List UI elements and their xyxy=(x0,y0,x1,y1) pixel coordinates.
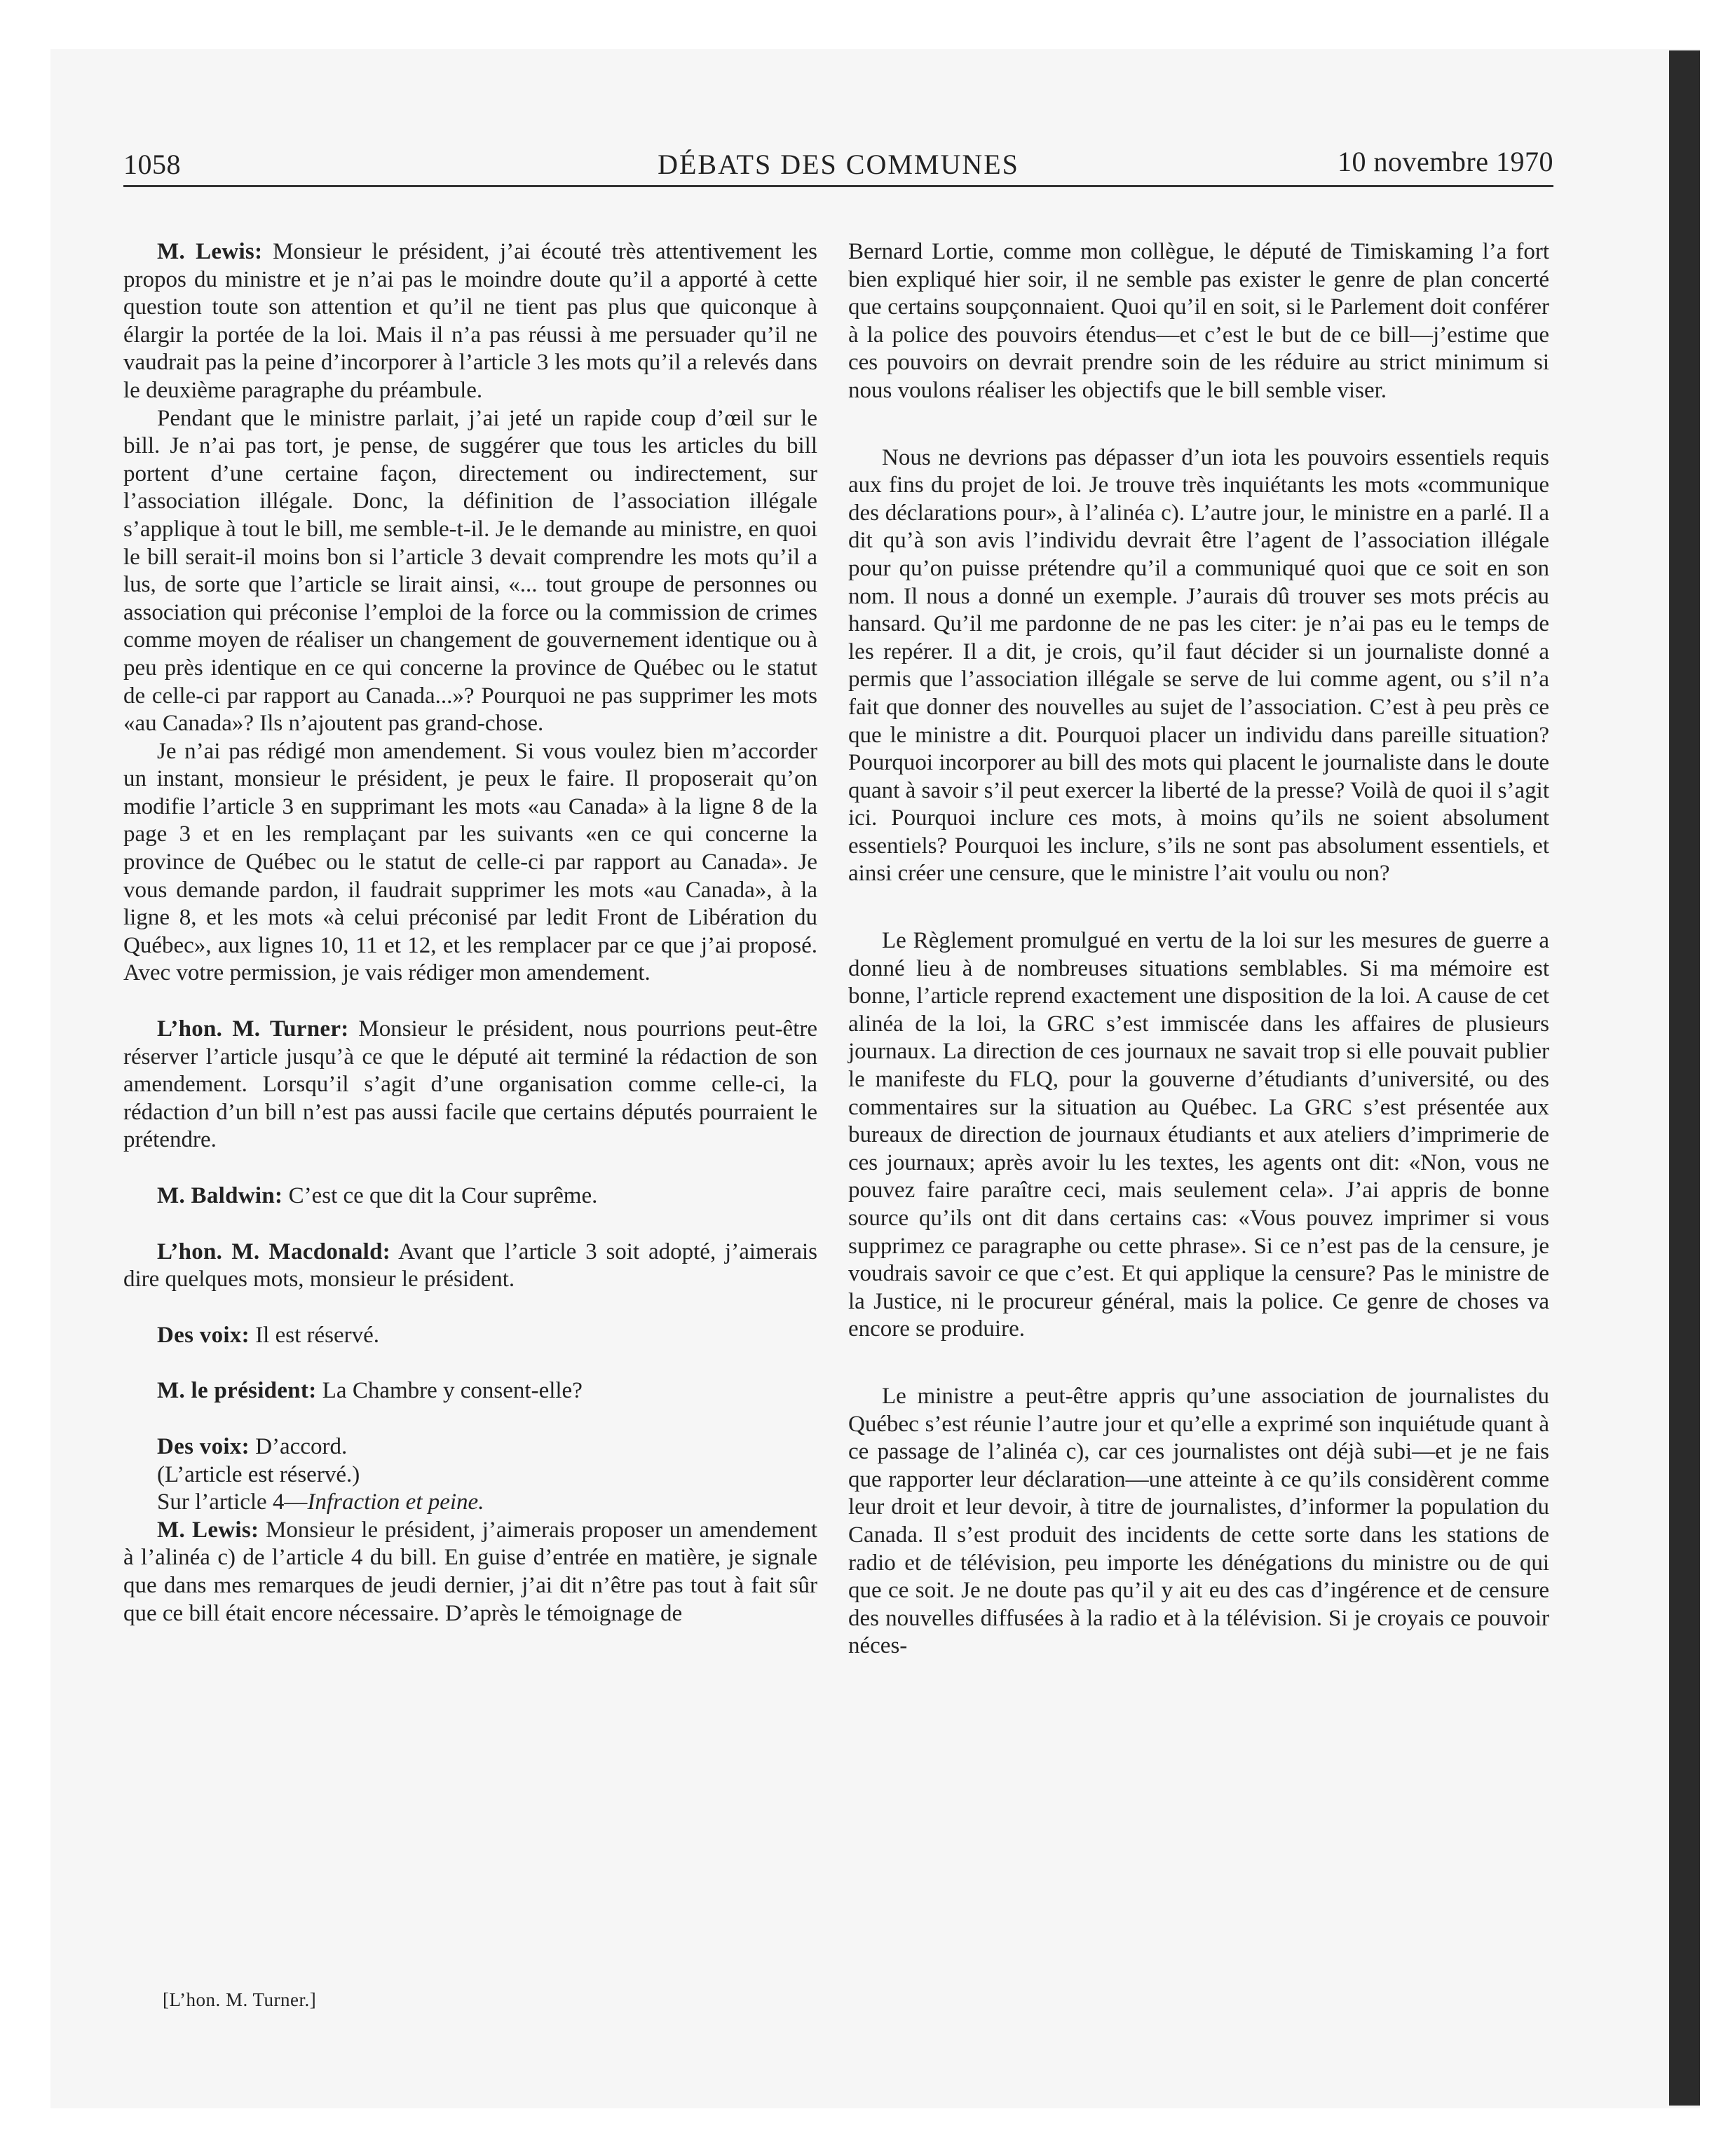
paragraph xyxy=(123,238,817,405)
speaker-name: M. Lewis: xyxy=(157,239,263,264)
paragraph-text: La Chambre y consent-elle? xyxy=(322,1378,583,1404)
paragraph-text: Le Règlement promulgué en vertu de la loi sur les mesures de guerre a donné lieu à de nombreuses situations semblables. Si ma mémoire est bonne, l’article reprend exactement une disposition de la loi. A cause de cet alinéa de la loi, la GRC s’est immiscée dans les affaires de plusieurs journaux. La direction de ces journaux ne savait trop si elle pouvait publier le manifeste du FLQ, pour la gouverne d’étudiants d’université, ou des commentaires sur la situation au Québec. La GRC s’est présentée aux bureaux de direction de journaux étudiants et aux ateliers d’imprimerie de ces journaux; après avoir lu les textes, les agents ont dit: «Non, vous ne pouvez faire paraître ceci, mais seulement cela». J’ai appris de bonne source qu’ils ont dit dans certains cas: «Vous pouvez imprimer si vous supprimez ce paragraphe ou cette phrase». Si ce n’est pas de la censure, je voudrais savoir ce que c’est. Et qui applique la censure? Pas le ministre de la Justice, ni le procureur général, mais la police. Ce genre de choses va encore se produire. xyxy=(848,928,1549,1342)
paragraph xyxy=(123,1517,817,1628)
paragraph-text: Nous ne devrions pas dépasser d’un iota les pouvoirs essentiels requis aux fins du projet de loi. Je trouve très inquiétants les mots «communique des déclarations pour», à l’alinéa c). L’autre jour, le ministre en a parlé. Il a dit qu’à son avis l’individu devrait être l’agent de l’association illégale pour qu’on puisse prétendre qu’il a communiqué quoi que ce soit en son nom. Il nous a donné un exemple. J’aurais dû trouver ses mots précis au hansard. Qu’il me pardonne de ne pas les citer: je n’ai pas eu le temps de les repérer. Il a dit, je crois, qu’il faut décider si un journaliste donné a permis que l’association illégale se serve de lui comme agent, ou s’il n’a fait que donner des nouvelles au sujet de l’association. C’est à peu près ce que le ministre a dit. Pourquoi placer un individu dans pareille situation? Pourquoi incorporer au bill des mots qui placent le journaliste dans le doute quant à savoir s’il peut exercer la liberté de la presse? Voilà de quoi il s’agit ici. Pourquoi inclure ces mots, à moins qu’ils ne soient absolument essentiels? Pourquoi les inclure, s’ils ne sont pas absolument essentiels, et ainsi créer une censure, que le ministre l’ait voulu ou non? xyxy=(848,444,1549,887)
page-number: 1058 xyxy=(123,149,181,180)
clause-title: Infraction et peine. xyxy=(307,1489,484,1515)
paragraph xyxy=(123,1016,817,1154)
left-column xyxy=(123,238,817,1628)
paragraph-text: Je n’ai pas rédigé mon amendement. Si vous voulez bien m’accorder un instant, monsieur le président, je peux le faire. Il proposerait qu’on modifie l’article 3 en supprimant les mots «au Canada» à la ligne 8 de la page 3 et en les remplaçant par les suivants «en ce qui concerne la province de Québec ou le statut de celle-ci par rapport au Canada». Je vous demande pardon, il faudrait supprimer les mots «au Canada», à la ligne 8, et les mots «à celui préconisé par ledit Front de Libération du Québec», aux lignes 10, 11 et 12, et les remplacer par ce que j’ai proposé. Avec votre permission, je vais rédiger mon amendement. xyxy=(123,738,817,986)
paragraph-text: Sur l’article 4— xyxy=(157,1489,308,1515)
right-column xyxy=(848,238,1549,1660)
page-title: DÉBATS DES COMMUNES xyxy=(658,149,1019,180)
paragraph xyxy=(848,444,1549,889)
binding-shadow xyxy=(1669,50,1700,2106)
paragraph-text: (L’article est réservé.) xyxy=(157,1461,360,1487)
paragraph-text: Bernard Lortie, comme mon collègue, le député de Timiskaming l’a fort bien expliqué hier soir, il ne semble pas exister le genre de plan concerté que certains soupçonnaient. Quoi qu’il en soit, si le Parlement doit conférer à la police des pouvoirs étendus—et c’est le but de ce bill—j’estime que ces pouvoirs on devrait prendre soin de les réduire au strict minimum si nous voulons réaliser les objectifs que le bill semble viser. xyxy=(848,239,1549,403)
speaker-name: Des voix: xyxy=(157,1433,250,1459)
paragraph xyxy=(848,927,1549,1344)
paragraph xyxy=(123,405,817,738)
scan-border-top xyxy=(0,0,1735,49)
paragraph-text: Monsieur le président, j’aimerais proposer un amendement à l’alinéa c) de l’article 4 du bill. En guise d’entrée en matière, je signale que dans mes remarques de jeudi dernier, j’ai dit n’être pas tout à fait sûr que ce bill était encore nécessaire. D’après le témoignage de xyxy=(123,1517,818,1626)
page-header xyxy=(123,142,1553,187)
paragraph-text: Avant que l’article 3 soit adopté, j’aimerais dire quelques mots, monsieur le président. xyxy=(123,1239,817,1292)
paragraph xyxy=(848,1383,1549,1660)
speaker-name: L’hon. M. Turner: xyxy=(157,1016,349,1042)
speaker-name: M. Baldwin: xyxy=(157,1183,283,1208)
speaker-name: L’hon. M. Macdonald: xyxy=(157,1239,391,1264)
paragraph xyxy=(123,1461,817,1489)
paragraph xyxy=(123,1182,817,1210)
speaker-name: Des voix: xyxy=(157,1322,250,1348)
paragraph-text: Le ministre a peut-être appris qu’une association de journalistes du Québec s’est réunie l’autre jour et qu’elle a exprimé son inquiétude quant à ce passage de l’alinéa c), car ces journalistes ont déjà subi—et je ne fais que rapporter leur déclaration—une atteinte à ce qu’ils considèrent comme leur droit et leur devoir, à titre de journalistes, d’informer la population du Canada. Il s’est produit des incidents de cette sorte dans les stations de radio et de télévision, peu importe les dénégations du ministre ou de qui que ce soit. Je ne doute pas qu’il y ait eu des cas d’ingérence et de censure des nouvelles diffusées à la radio et à la télévision. Si je croyais ce pouvoir néces- xyxy=(848,1383,1549,1659)
paragraph-text: Il est réservé. xyxy=(255,1322,380,1348)
paragraph-text: C’est ce que dit la Cour suprême. xyxy=(288,1183,598,1208)
speaker-name: M. le président: xyxy=(157,1378,317,1404)
paragraph-text: Monsieur le président, j’ai écouté très attentivement les propos du ministre et je n’ai pas le moindre doute qu’il a apporté à cette question toute son attention et qu’il ne tient pas plus que quiconque à élargir la portée de la loi. Mais il n’a pas réussi à me persuader qu’il ne vaudrait pas la peine d’incorporer à l’article 3 les mots qu’il a relevés dans le deuxième paragraphe du préambule. xyxy=(123,239,817,403)
paragraph xyxy=(123,1377,817,1405)
scan-border-right xyxy=(1700,0,1735,2156)
speaker-footnote: [L’hon. M. Turner.] xyxy=(163,1989,317,2010)
paragraph xyxy=(123,1322,817,1350)
paragraph xyxy=(123,1239,817,1294)
speaker-name: M. Lewis: xyxy=(157,1517,259,1543)
scan-border-bottom xyxy=(0,2108,1735,2156)
paragraph xyxy=(123,1489,817,1517)
paragraph xyxy=(848,238,1549,405)
paragraph xyxy=(123,738,817,988)
page-date: 10 novembre 1970 xyxy=(1338,146,1553,177)
scan-border-left xyxy=(0,0,50,2156)
paragraph-text: D’accord. xyxy=(255,1433,348,1459)
paragraph-text: Pendant que le ministre parlait, j’ai jeté un rapide coup d’œil sur le bill. Je n’ai pas tort, je pense, de suggérer que tous les articles du bill portent d’une certaine façon, directement ou indirectement, sur l’association illégale. Donc, la définition de l’association illégale s’applique à tout le bill, me semble-t-il. Je le demande au ministre, en quoi le bill serait-il moins bon si l’article 3 devait comprendre les mots qu’il a lus, de sorte que l’article se lirait ainsi, «... tout groupe de personnes ou association qui préconise l’emploi de la force ou la commission de crimes comme moyen de réaliser un changement de gouvernement identique ou à peu près identique en ce qui concerne la province de Québec ou le statut de celle-ci par rapport au Canada...»? Pourquoi ne pas supprimer les mots «au Canada»? Ils n’ajoutent pas grand-chose. xyxy=(123,405,817,737)
paragraph-text: Monsieur le président, nous pourrions peut-être réserver l’article jusqu’à ce que le député ait terminé la rédaction de son amendement. Lorsqu’il s’agit d’une organisation comme celle-ci, la rédaction d’un bill n’est pas aussi facile que certains députés pourraient le prétendre. xyxy=(123,1016,818,1153)
paragraph xyxy=(123,1433,817,1461)
